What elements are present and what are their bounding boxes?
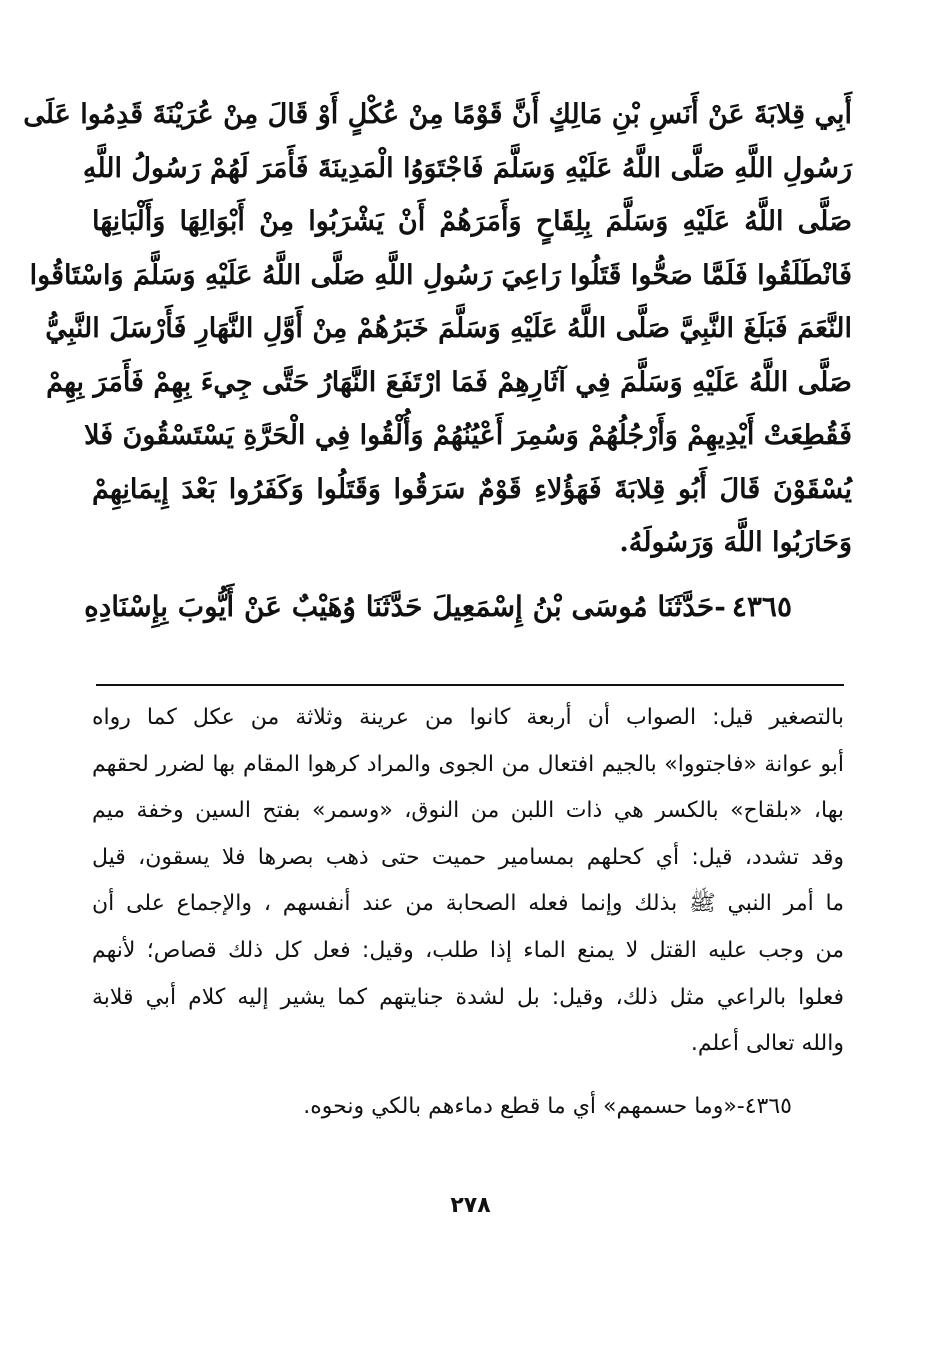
footnotes [92, 695, 844, 1068]
text-line: فَقُطِعَتْ أَيْدِيهِمْ وَأَرْجُلُهُمْ وَسُمِرَ أَعْيُنُهُمْ وَأُلْقُوا فِي الْحَرَّةِ يَسْتَسْقُونَ فَلا [84, 420, 852, 451]
footnote-4365 [92, 1094, 792, 1119]
footnote-line: أبو عوانة «فاجتووا» بالجيم افتعال من الجوى والمراد كرهوا المقام بها لضرر لحقهم [92, 751, 844, 777]
hadith-number: ٤٣٦٥ [731, 590, 792, 623]
text-line: رَسُولِ اللَّهِ صَلَّى اللَّهُ عَلَيْهِ وَسَلَّمَ فَاجْتَوَوُا الْمَدِينَةَ فَأَمَرَ لَهُمْ رَسُولُ اللَّهِ [82, 152, 852, 184]
text-line: النَّعَمَ فَبَلَغَ النَّبِيَّ صَلَّى اللَّهُ عَلَيْهِ وَسَلَّمَ خَبَرُهُمْ مِنْ أَوَّلِ النَّهَارِ فَأَرْسَلَ النَّبِيُّ [45, 313, 852, 344]
hadith-chain-text: -حَدَّثَنَا مُوسَى بْنُ إِسْمَعِيلَ حَدَّثَنَا وُهَيْبٌ عَنْ أَيُّوبَ بِإِسْنَادِهِ [84, 590, 726, 623]
footnote-line: وقد تشدد، قيل: أي كحلهم بمسامير حميت حتى ذهب بصرها فلا يسقون، قيل [92, 844, 844, 870]
hadith-main-text [23, 88, 852, 570]
text-line: صَلَّى اللَّهُ عَلَيْهِ وَسَلَّمَ بِلِقَاحٍ وَأَمَرَهُمْ أَنْ يَشْرَبُوا مِنْ أَبْوَالِهَا وَأَلْبَانِهَا [92, 206, 852, 237]
text-line: صَلَّى اللَّهُ عَلَيْهِ وَسَلَّمَ فِي آثَارِهِمْ فَمَا ارْتَفَعَ النَّهَارُ حَتَّى جِيءَ بِهِمْ فَأَمَرَ بِهِمْ [46, 366, 852, 398]
footnote-line: ما أمر النبي ﷺ بذلك وإنما فعله الصحابة من عند أنفسهم ، والإجماع على أن [92, 891, 844, 917]
footnote-line: بها، «بلقاح» بالكسر هي ذات اللبن من النوق، «وسمر» بفتح السين وخفة ميم [92, 798, 844, 824]
footnote-line: فعلوا بالراعي مثل ذلك، وقيل: بل لشدة جنايتهم كما يشير إليه كلام أبي قلابة [92, 984, 844, 1010]
text-line: وَحَارَبُوا اللَّهَ وَرَسُولَهُ. [619, 527, 852, 558]
footnote-line: من وجب عليه القتل لا يمنع الماء إذا طلب، وقيل: فعل كل ذلك قصاص؛ لأنهم [92, 937, 844, 963]
hadith-heading [84, 590, 792, 623]
text-line: أَبِي قِلابَةَ عَنْ أَنَسِ بْنِ مَالِكٍ أَنَّ قَوْمًا مِنْ عُكْلٍ أَوْ قَالَ مِنْ عُرَيْنَةَ قَدِمُوا عَلَى [23, 99, 852, 130]
footnote-text: -«وما حسمهم» أي ما قطع دماءهم بالكي ونحوه. [303, 1094, 745, 1119]
footnote-divider [96, 684, 844, 686]
footnote-number: ٤٣٦٥ [744, 1094, 792, 1119]
text-line: فَانْطَلَقُوا فَلَمَّا صَحُّوا قَتَلُوا رَاعِيَ رَسُولِ اللَّهِ صَلَّى اللَّهُ عَلَيْهِ وَسَلَّمَ وَاسْتَاقُوا [29, 259, 852, 291]
footnote-line: بالتصغير قيل: الصواب أن أربعة كانوا من عرينة وثلاثة من عكل كما رواه [92, 705, 844, 730]
text-line: يُسْقَوْنَ قَالَ أَبُو قِلابَةَ فَهَؤُلاءِ قَوْمٌ سَرَقُوا وَقَتَلُوا وَكَفَرُوا بَعْدَ إِيمَانِهِمْ [92, 473, 852, 505]
page-number: ٢٧٨ [450, 1193, 491, 1218]
footnote-line: والله تعالى أعلم. [690, 1031, 844, 1057]
